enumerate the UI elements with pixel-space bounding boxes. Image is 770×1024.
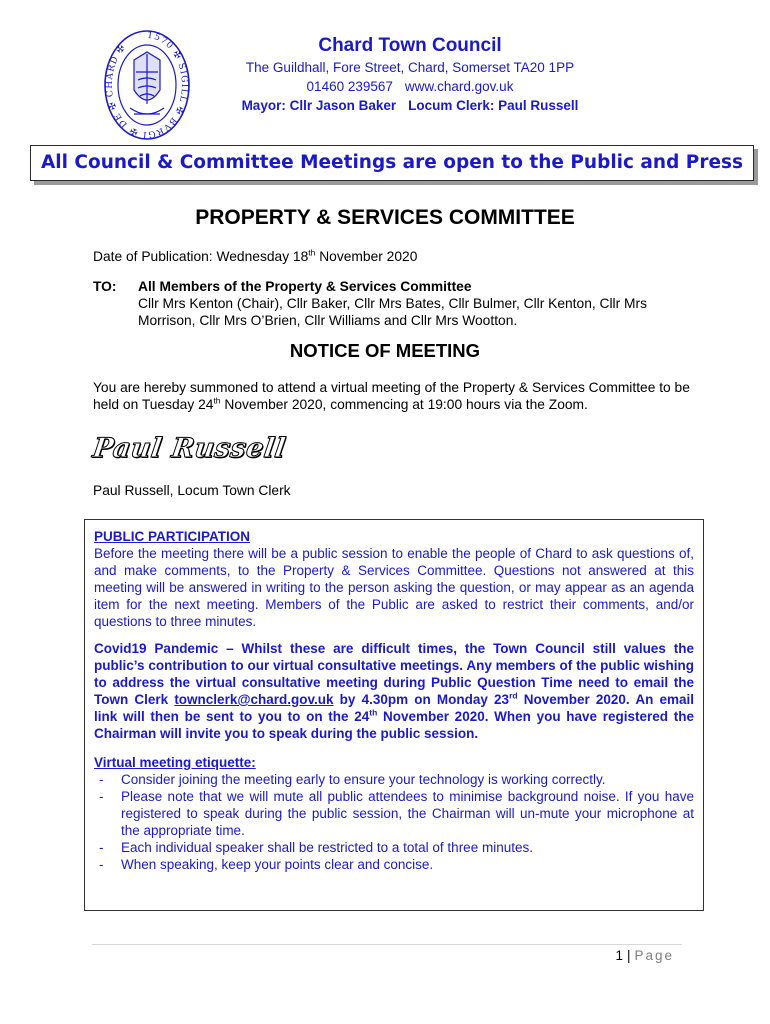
footer-divider (92, 944, 682, 945)
notice-title: NOTICE OF MEETING (289, 340, 481, 361)
public-notice-banner: All Council & Committee Meetings are open to the Public and Press (30, 145, 754, 181)
town-clerk-email-link[interactable]: townclerk@chard.gov.uk (174, 692, 334, 707)
clerk-name-header: Locum Clerk: Paul Russell (408, 98, 579, 113)
council-phone: 01460 239567 (306, 79, 393, 94)
letterhead (200, 34, 620, 115)
covid-notice: Covid19 Pandemic – Whilst these are difficult times, the Town Council still values the public’s contribution to our virtual consultative meetings. Any members of the public wishing to address the virtual consultative meeting during Public Question Time need to email the Town Clerk townclerk@chard.gov.uk by 4.30pm on Monday 23rd November 2020. An email link will then be sent to you to on the 24th November 2020. When you have registered the Chairman will invite you to speak during the public session. (94, 641, 694, 741)
recipients-members: Cllr Mrs Kenton (Chair), Cllr Baker, Cllr Mrs Bates, Cllr Bulmer, Cllr Kenton, Cllr Mrs Morrison, Cllr Mrs O’Brien, Cllr Williams and Cllr Mrs Wootton. (138, 296, 648, 328)
page-number: 1 | Page (615, 948, 674, 963)
etiquette-list (94, 771, 694, 873)
public-participation-box (84, 519, 704, 911)
public-participation-intro: Before the meeting there will be a public session to enable the people of Chard to ask questions of, and make comments, to the Property & Services Committee. Questions not answered at this meeting will be answered in writing to the person asking the question, or may appear as an agenda item for the next meeting. Members of the Public are asked to restrict their comments, and/or questions to three minutes. (94, 546, 694, 629)
handwritten-signature: Paul Russell (90, 433, 288, 464)
to-label: TO: (93, 279, 117, 294)
contact-line (200, 77, 620, 96)
list-item: - Consider joining the meeting early to ensure your technology is working correctly. (94, 771, 694, 788)
list-item: - When speaking, keep your points clear and concise. (94, 856, 694, 873)
public-participation-title: PUBLIC PARTICIPATION (94, 529, 250, 544)
list-item: - Each individual speaker shall be restricted to a total of three minutes. (94, 839, 694, 856)
publication-date: Date of Publication: Wednesday 18th November 2020 (93, 247, 418, 264)
council-address: The Guildhall, Fore Street, Chard, Somerset TA20 1PP (245, 60, 575, 75)
list-item: - Please note that we will mute all public attendees to minimise background noise. If you have registered to speak during the public session, the Chairman will un-mute your microphone at the appropriate time. (94, 788, 694, 839)
council-website: www.chard.gov.uk (404, 79, 514, 94)
council-seal-logo (104, 30, 190, 140)
mayor-name: Mayor: Cllr Jason Baker (241, 98, 397, 113)
committee-title: PROPERTY & SERVICES COMMITTEE (195, 206, 575, 229)
council-name: Chard Town Council (318, 35, 502, 56)
etiquette-title: Virtual meeting etiquette: (94, 755, 256, 770)
officers-line (200, 96, 620, 115)
summons-text: You are hereby summoned to attend a virtual meeting of the Property & Services Committee to be held on Tuesday 24th November 2020, commencing at 19:00 hours via the Zoom. (93, 380, 690, 412)
recipients-heading: All Members of the Property & Services Committee (138, 279, 472, 294)
clerk-signoff: Paul Russell, Locum Town Clerk (93, 483, 291, 498)
recipients-block (138, 278, 698, 329)
seal-text: 1570 ✠ SIGILL ✠ BVRGI ✠ DE ✠ CHARD ✠ (104, 30, 190, 140)
